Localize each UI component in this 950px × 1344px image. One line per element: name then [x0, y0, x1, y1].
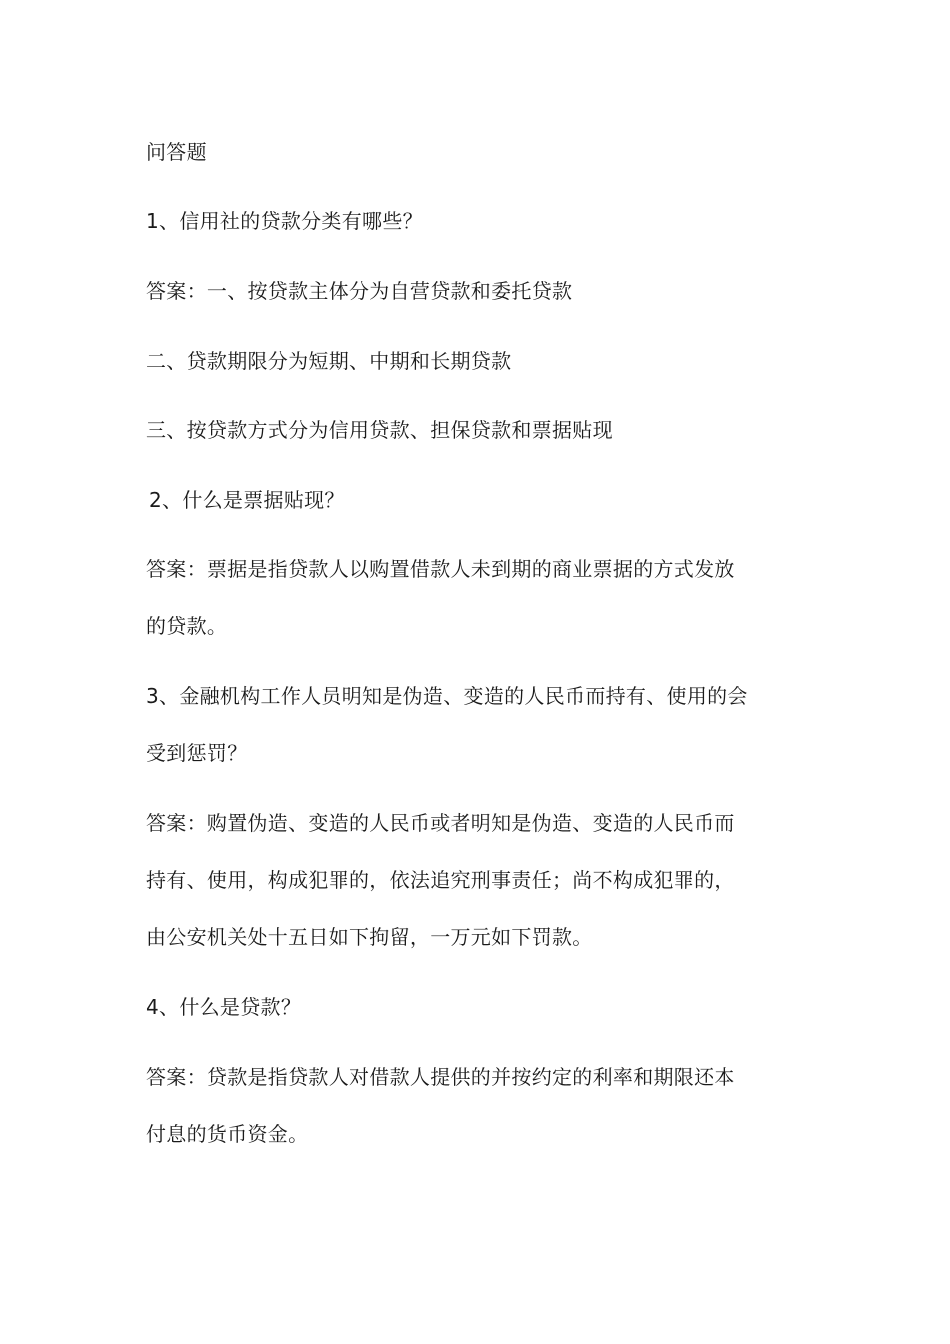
answer-2-line-2: 的贷款。 [146, 614, 228, 638]
answer-4-line-2: 付息的货币资金。 [146, 1122, 309, 1146]
answer-3-line-2: 持有、使用，构成犯罪的，依法追究刑事责任；尚不构成犯罪的， [146, 868, 735, 892]
answer-1-line-3: 三、按贷款方式分为信用贷款、担保贷款和票据贴现 [146, 418, 613, 442]
document-title: 问答题 [146, 140, 207, 164]
question-3-line-1: 3、金融机构工作人员明知是伪造、变造的人民币而持有、使用的会 [146, 684, 748, 708]
question-1: 1、信用社的贷款分类有哪些？ [146, 209, 423, 233]
question-4: 4、什么是贷款？ [146, 995, 302, 1019]
answer-3-line-3: 由公安机关处十五日如下拘留，一万元如下罚款。 [146, 925, 593, 949]
answer-1-line-1: 答案：一、按贷款主体分为自营贷款和委托贷款 [146, 279, 573, 303]
answer-3-line-1: 答案：购置伪造、变造的人民币或者明知是伪造、变造的人民币而 [146, 811, 735, 835]
question-3-line-2: 受到惩罚？ [146, 741, 248, 765]
question-2: 2、什么是票据贴现？ [149, 488, 345, 512]
answer-4-line-1: 答案：贷款是指贷款人对借款人提供的并按约定的利率和期限还本 [146, 1065, 735, 1089]
answer-2-line-1: 答案：票据是指贷款人以购置借款人未到期的商业票据的方式发放 [146, 557, 735, 581]
answer-1-line-2: 二、贷款期限分为短期、中期和长期贷款 [146, 349, 512, 373]
